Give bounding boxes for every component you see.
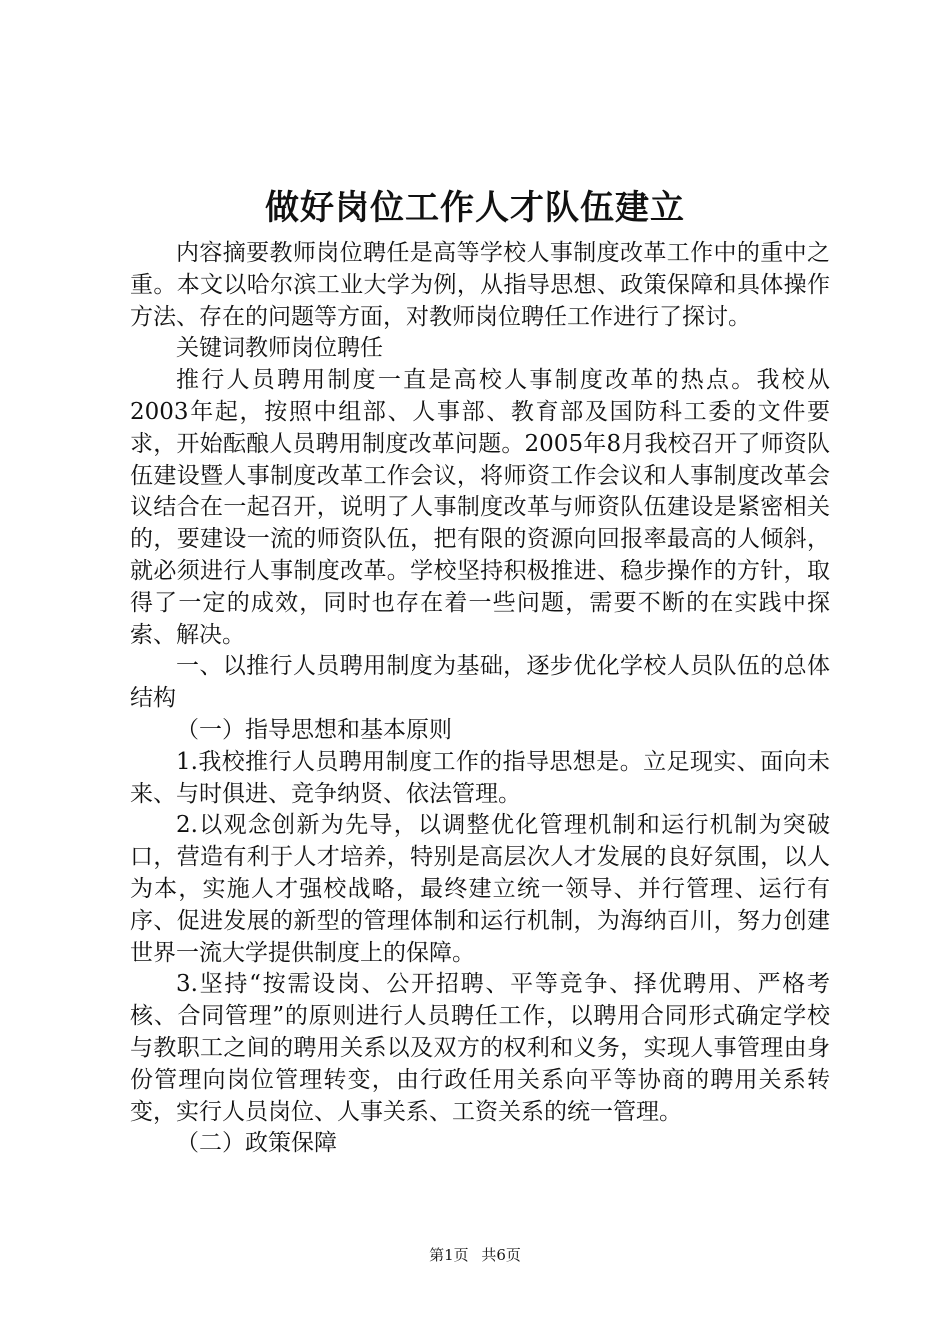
document-body	[130, 238, 830, 1160]
abstract-paragraph: 内容摘要教师岗位聘任是高等学校人事制度改革工作中的重中之重。本文以哈尔滨工业大学为例，从指导思想、政策保障和具体操作方法、存在的问题等方面，对教师岗位聘任工作进行了探讨。	[130, 240, 830, 330]
body-paragraph: 3.坚持“按需设岗、公开招聘、平等竞争、择优聘用、严格考核、合同管理”的原则进行人员聘任工作，以聘用合同形式确定学校与教职工之间的聘用关系以及双方的权利和义务，实现人事管理由身份管理向岗位管理转变，由行政任用关系向平等协商的聘用关系转变，实行人员岗位、人事关系、工资关系的统一管理。	[130, 971, 830, 1125]
subsection-heading: （一）指导思想和基本原则	[176, 716, 452, 743]
section-heading: 一、以推行人员聘用制度为基础，逐步优化学校人员队伍的总体结构	[130, 653, 830, 712]
body-paragraph: 推行人员聘用制度一直是高校人事制度改革的热点。我校从2003年起，按照中组部、人事部、教育部及国防科工委的文件要求，开始酝酿人员聘用制度改革问题。2005年8月我校召开了师资队伍建设暨人事制度改革工作会议，将师资工作会议和人事制度改革会议结合在一起召开，说明了人事制度改革与师资队伍建设是紧密相关的，要建设一流的师资队伍，把有限的资源向回报率最高的人倾斜，就必须进行人事制度改革。学校坚持积极推进、稳步操作的方针，取得了一定的成效，同时也存在着一些问题，需要不断的在实践中探索、解决。	[130, 367, 830, 648]
keywords-paragraph: 关键词教师岗位聘任	[176, 335, 383, 362]
subsection-heading: （二）政策保障	[176, 1130, 337, 1157]
page-footer	[0, 1244, 950, 1266]
body-paragraph: 1.我校推行人员聘用制度工作的指导思想是。立足现实、面向未来、与时俱进、竞争纳贤、依法管理。	[130, 748, 830, 807]
page-number: 第1页	[429, 1246, 469, 1264]
document-title: 做好岗位工作人才队伍建立	[265, 188, 685, 228]
body-paragraph: 2.以观念创新为先导，以调整优化管理机制和运行机制为突破口，营造有利于人才培养，特别是高层次人才发展的良好氛围，以人为本，实施人才强校战略，最终建立统一领导、并行管理、运行有序、促进发展的新型的管理体制和运行机制，为海纳百川，努力创建世界一流大学提供制度上的保障。	[130, 812, 830, 966]
page-total: 共6页	[481, 1246, 521, 1264]
